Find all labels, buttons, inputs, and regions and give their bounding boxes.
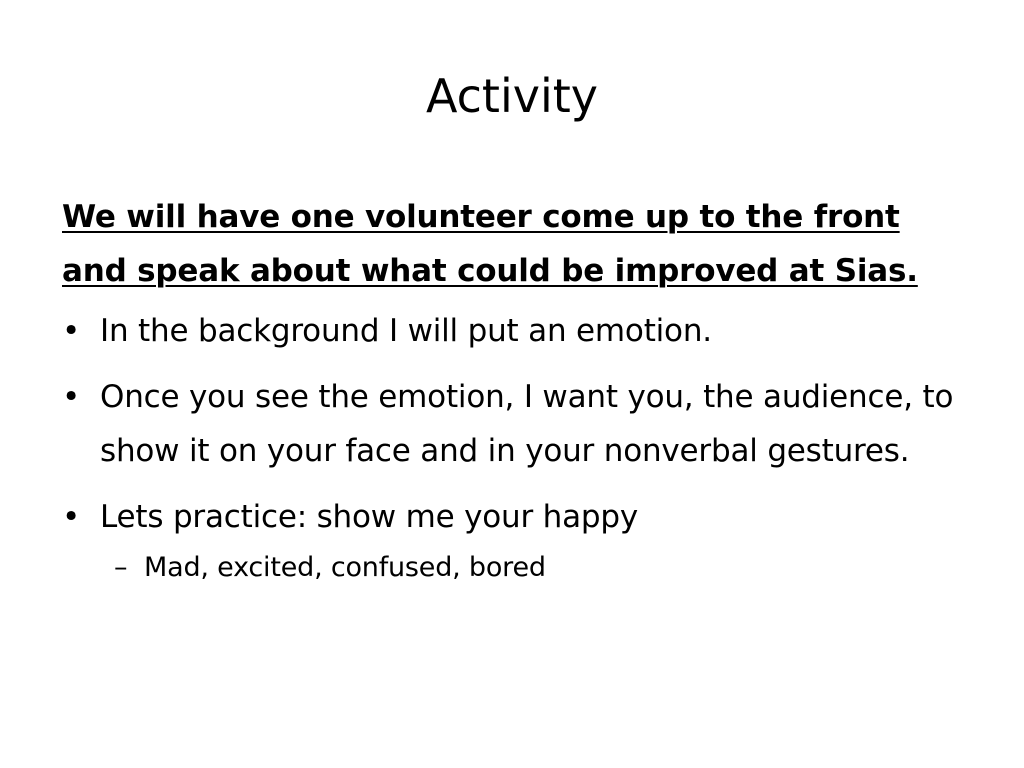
slide-content — [62, 190, 972, 590]
bullet-text: Lets practice: show me your happy — [100, 499, 639, 535]
bullet-icon: • — [62, 379, 81, 415]
bullet-item-3 — [62, 490, 972, 544]
bullet-item-1 — [62, 304, 972, 358]
bullet-icon: • — [62, 499, 81, 535]
bullet-list — [62, 304, 972, 544]
slide-title: Activity — [425, 69, 599, 123]
bullet-icon: • — [62, 313, 81, 349]
dash-icon: – — [114, 552, 128, 583]
bullet-text: In the background I will put an emotion. — [100, 313, 712, 349]
lead-paragraph: We will have one volunteer come up to the front and speak about what could be improved at Sias. — [62, 199, 918, 289]
bullet-text: Once you see the emotion, I want you, the audience, to show it on your face and in your nonverbal gestures. — [100, 379, 954, 469]
sub-bullet-item — [62, 546, 972, 590]
bullet-item-2 — [62, 370, 972, 478]
sub-bullet-text: Mad, excited, confused, bored — [144, 552, 546, 583]
